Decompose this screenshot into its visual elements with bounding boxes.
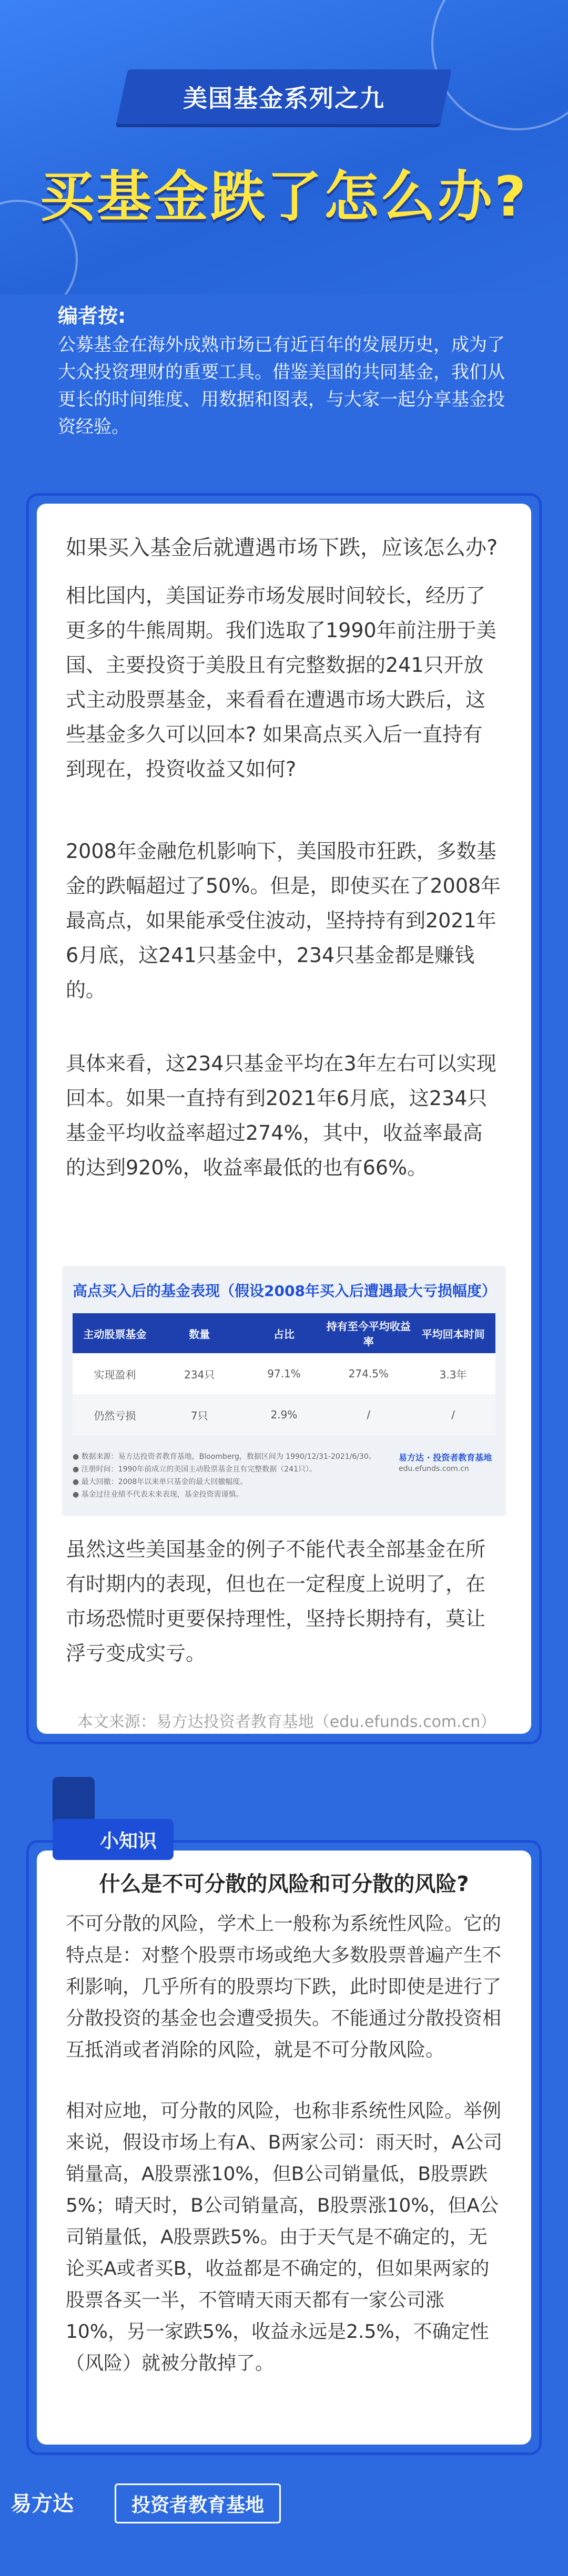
hero-banner [0,0,568,294]
table-cell: / [367,1408,371,1421]
article-paragraph: 虽然这些美国基金的例子不能代表全部基金在所有时期内的表现，但也在一定程度上说明了，在市场恐慌时更要保持理性，坚持长期持有，莫让浮亏变成实亏。 [66,1538,486,1665]
table-header-cell: 数量 [189,1327,210,1341]
article-source: 本文来源：易方达投资者教育基地（edu.efunds.com.cn） [77,1713,496,1731]
table-note: ● 基金过往业绩不代表未来表现，基金投资需谨慎。 [73,1490,244,1499]
table-cell: 实现盈利 [94,1368,136,1381]
article-paragraph: 相比国内，美国证券市场发展时间较长，经历了更多的牛熊周期。我们选取了1990年前注册于美国、主要投资于美股且有完整数据的241只开放式主动股票基金，来看看在遭遇市场大跌后，这些基金多久可以回本? 如果高点买入后一直持有到现在，投资收益又如何? [66,584,496,781]
article-paragraph: 2008年金融危机影响下，美国股市狂跌，多数基金的跌幅超过了50%。但是，即使买在了2008年最高点，如果能承受住波动，坚持持有到2021年6月底，这241只基金中，234只基金都是赚钱的。 [66,840,501,1001]
table-header-cell: 主动股票基金 [83,1327,147,1341]
article-paragraph: 具体来看，这234只基金平均在3年左右可以实现回本。如果一直持有到2021年6月底，这234只基金平均收益率超过274%，其中，收益率最高的达到920%，收益率最低的也有66%。 [66,1052,496,1179]
table-header-row [73,1313,495,1353]
footer-bar [0,2471,568,2576]
decorative-circle [431,0,568,130]
table-cell: 97.1% [267,1367,301,1380]
table-header-cell: 持有至今平均收益率 [326,1320,411,1348]
table-header-cell: 占比 [273,1327,295,1341]
performance-table [62,1266,506,1516]
table-row [73,1353,495,1394]
table-note: ● 注册时间：1990年前成立的美国主动股票基金且有完整数据（241只）。 [73,1465,317,1474]
table-cell: 274.5% [348,1367,389,1380]
brand-logo: 易方达 [11,2491,74,2516]
table-cell: 仍然亏损 [94,1409,136,1422]
table-brand-url: edu.efunds.com.cn [399,1465,469,1473]
table-row [73,1394,495,1435]
editor-note-label: 编者按: [58,304,126,328]
page-title: 买基金跌了怎么办? [39,165,529,229]
knowledge-paragraph: 不可分散的风险，学术上一般称为系统性风险。它的特点是：对整个股票市场或绝大多数股票普遍产生不利影响，几乎所有的股票均下跌，此时即使是进行了分散投资的基金也会遭受损失。不能通过分散投资相互抵消或者消除的风险，就是不可分散风险。 [66,1913,502,2061]
knowledge-paragraph: 相对应地，可分散的风险，也称非系统性风险。举例来说，假设市场上有A、B两家公司：雨天时，A公司销量高，A股票涨10%，但B公司销量低，B股票跌5%；晴天时，B公司销量高，B股票涨10%，但A公司销量低，A股票跌5%。由于天气是不确定的，无论买A或者买B，收益都是不确定的，但如果两家的股票各买一半，不管晴天雨天都有一家公司涨10%，另一家跌5%，收益永远是2.5%，不确定性（风险）就被分散掉了。 [66,2100,502,2374]
knowledge-title: 什么是不可分散的风险和可分散的风险? [99,1872,469,1896]
table-brand: 易方达 · 投资者教育基地 [399,1453,492,1463]
table-note: ● 数据来源：易方达投资者教育基地，Bloomberg，数据区间为 1990/12/31-2021/6/30。 [73,1453,376,1461]
table-header-cell: 平均回本时间 [421,1327,485,1341]
footer-badge: 投资者教育基地 [115,2483,281,2523]
table-cell: 2.9% [270,1408,298,1421]
table-title: 高点买入后的基金表现（假设2008年买入后遭遇最大亏损幅度） [73,1282,496,1300]
editor-note-text: 公募基金在海外成熟市场已有近百年的发展历史，成为了大众投资理财的重要工具。借鉴美国的共同基金，我们从更长的时间维度、用数据和图表，与大家一起分享基金投资经验。 [58,334,505,437]
table-cell: / [451,1408,455,1421]
table-cell: 3.3年 [439,1368,467,1381]
table-cell: 234只 [184,1368,215,1381]
knowledge-badge-label: 小知识 [100,1830,157,1852]
article-question: 如果买入基金后就遭遇市场下跌，应该怎么办? [66,536,498,560]
table-cell: 7只 [190,1409,208,1422]
series-label: 美国基金系列之九 [183,84,385,113]
table-note: ● 最大回撤：2008年以来单只基金的最大回撤幅度。 [73,1478,248,1486]
